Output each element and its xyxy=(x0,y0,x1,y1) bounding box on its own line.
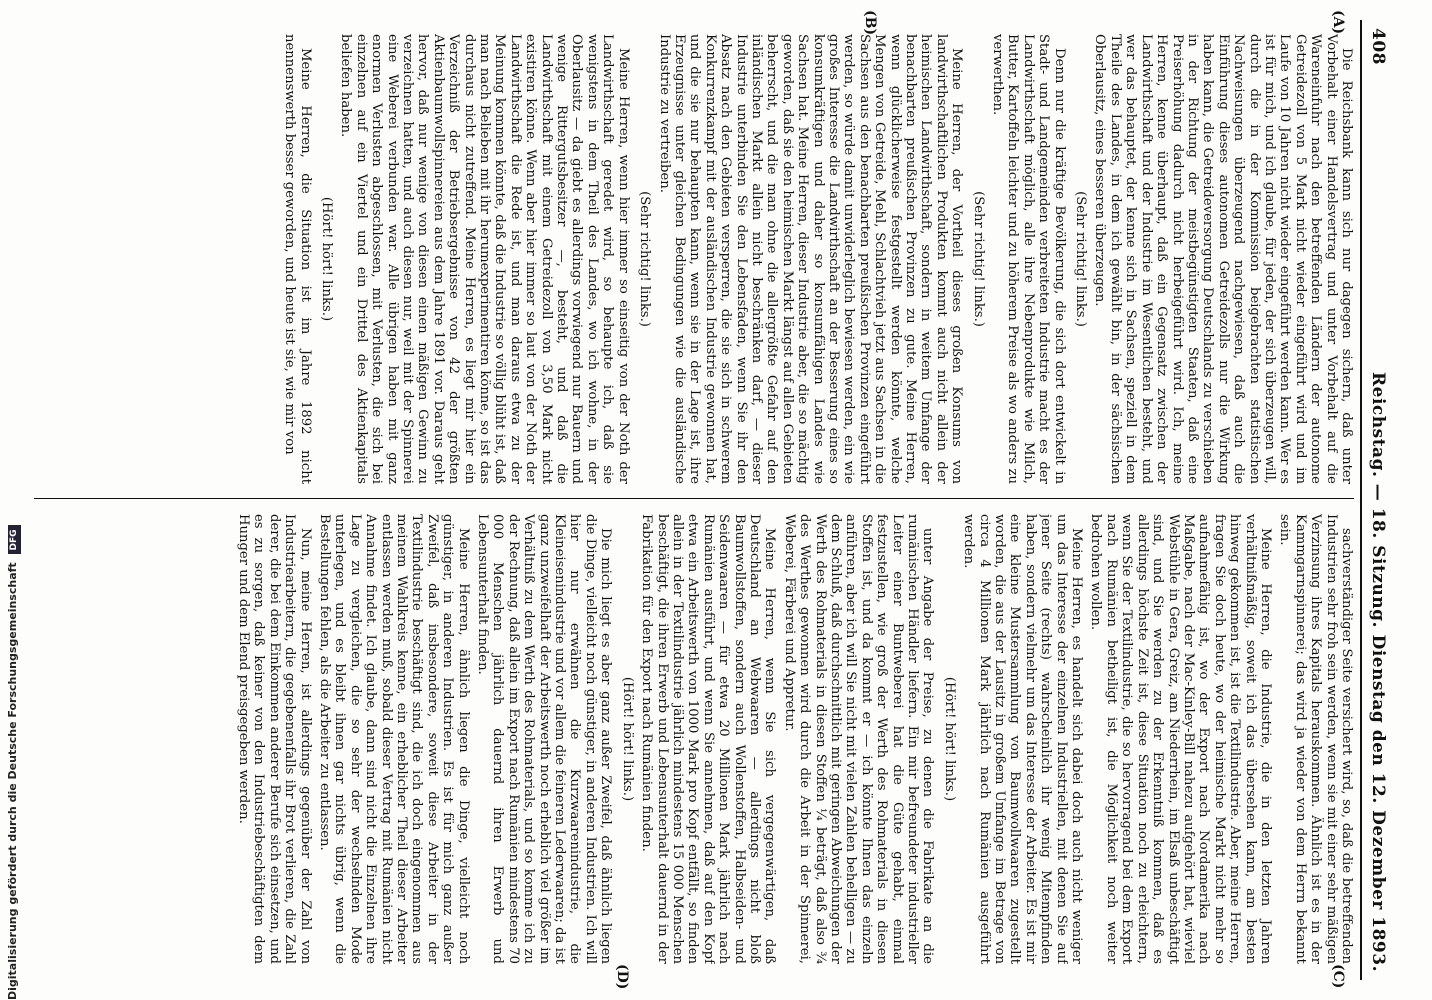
paragraph: Meine Herren, ähnlich liegen die Dinge, vielleicht noch günstiger, in anderen Industrien. Es ist für mich ganz außer Zweifel, daß insbesondere, soweit diese Arbeiter in der Textilindustrie beschäftigt sind, die ich doch eingenommen aus meinem Wahlkreis kenne, ein erheblicher Theil dieser Arbeiter entlassen werden muß, sobald dieser Vertrag mit Rumänien nicht Annahme findet. Ich glaube, dann sind nicht die Einzelnen ihre Lage zu vergleichen, die so sehr der wechselnden Mode unterlegen, und es bleibt ihnen gar nichts übrig, wenn die Bestellungen fehlen, als die Arbeiter zu entlassen. xyxy=(317,514,471,964)
margin-marker-d: (D) xyxy=(614,964,630,990)
margin-marker-b: (B) xyxy=(862,10,878,36)
interjection: (Hört! hört! links.) xyxy=(619,676,635,802)
paragraph: Meine Herren, die Situation ist im Jahre 1892 nicht nennenswerth besser geworden, und heute ist sie, wie mir von xyxy=(282,34,313,484)
digitization-credit xyxy=(6,529,20,1000)
credit-text: Digitalisierung gefördert durch die Deutsche Forschungsgemeinschaft xyxy=(6,562,19,1000)
interjection: (Sehr richtig! links.) xyxy=(1073,191,1089,327)
column-divider xyxy=(34,498,1354,499)
right-text-column xyxy=(34,514,1354,964)
paragraph: Meine Herren, der Vortheil dieses großen Konsums von landwirthschaftlichen Produkten kommt auch nicht allein der heimischen Landwirthschaft, sondern in weitem Umfange der benachbarten preußischen Provinzen zu gute. Meine Herren, wenn glücklicherweise festgestellt werden könnte, welche Mengen von Getreide, Mehl, Schlachtvieh jetzt aus Sachsen in die Sachsen aus den benachbarten preußischen Provinzen eingeführt werden, so würde damit unwiderleglich bewiesen werden, ein wie großes Interesse die Landwirthschaft an der Besserung eines so konsumkräftigen und daher so konsumfähigen Landes wie Sachsen hat. Meine Herren, dieser Industrie aber, die so mächtig geworden, daß sie den heimischen Markt längst auf allen Gebieten beherrscht, und die man ohne die allergrößte Gefahr auf den inländischen Markt allein nicht beschränken darf, — dieser Industrie unterbinden Sie den Lebensfaden, wenn Sie ihr den Absatz nach den Gebieten versperren, die sie sich in schwerem Konkurrenzkampf mit der ausländischen Industrie gewonnen hat, und die sie nur behaupten kann, wenn sie in der Lage ist, ihre Erzeugnisse unter gleichen Bedingungen wie die ausländische Industrie zu vertreiben. xyxy=(656,34,965,484)
interjection: (Sehr richtig! links.) xyxy=(970,191,986,327)
paragraph: unter Angabe der Preise, zu denen die Fabrikate an die rumänischen Händler liefern. Ein mir befreundeter industrieller Leiter einer Buntweberei hat die Güte gehabt, einmal festzustellen, wie groß der Werth des Rohmaterials in diesen Stoffen ist, und da kommt er — ich könnte Ihnen das einzeln anführen, aber ich will Sie nicht mit vielen Zahlen behelligen — zu dem Schluß, daß durchschnittlich mit geringen Abweichungen der Werth des Rohmaterials in diesen Stoffen ¼ beträgt, daß also ¾ des Werthes gewonnen wird durch die Arbeit in der Spinnerei, Weberei, Färberei und Appretur. xyxy=(781,514,936,964)
interjection: (Sehr richtig! links.) xyxy=(637,191,653,327)
paragraph: Die mich liegt es aber ganz außer Zweifel, daß ähnlich liegen die Dinge, vielleicht noch günstiger, in anderen Industrien. Ich will hier nur erwähnen die Kurzwaarenindustrie, die Kleineisenindustrie und vor allem die feineren Lederwaaren; da ist ganz unzweifelhaft der Arbeitswerth noch erheblich viel größer im Verhältniß zu dem Werth des Rohmaterials, und so komme ich zu der Rechnung, daß allein im Export nach Rumänien mindestens 70 000 Menschen jährlich dauernd ihren Erwerb und Lebensunterhalt finden. xyxy=(475,514,614,964)
page-header xyxy=(1364,20,1390,980)
header-rule xyxy=(1360,20,1362,980)
interjection: (Hört! hört! links.) xyxy=(319,196,334,322)
paragraph: Meine Herren, die Industrie, die in den letzten Jahren verhältnißmäßig, soweit ich das übersehen kann, am besten hinweg gekommen ist, ist die Textilindustrie. Aber, meine Herren, fragen Sie doch heute, wo der heimische Markt nicht mehr so aufnahmefähig ist, wo der Export nach Nordamerika nach Maßgabe, nach der Mac-Kinley-Bill nahezu aufgehört hat, wieviel Webstühle in Gera, Greiz, am Niederrhein, im Elsaß unbeschäftigt sind, und Sie werden zu der Erkenntniß kommen, daß es allerdings höchste Zeit ist, diese Situation noch zu erleichtern, wenn Sie der Textilindustrie, die so hervorragend bei dem Export nach Rumänien betheiligt ist, die Möglichkeit noch weiter bedrohen wollen. xyxy=(1088,514,1273,964)
paragraph: Meine Herren, es handelt sich dabei doch auch nicht weniger um das Interesse der einzelnen Industriellen, mit denen Sie auf jener Seite (rechts) wahrscheinlich ihr wenig Mitempfinden haben, sondern vielmehr um das Interesse der Arbeiter. Es ist mir eine kleine Mustersammlung von Baumwollwaaren zugestellt worden, die aus der Lausitz in großem Umfange im Betrage von circa 4 Millionen Mark jährlich nach Rumänien ausgeführt werden. xyxy=(961,514,1085,964)
paragraph: sachverständiger Seite versichert wird, so, daß die betreffenden Industrien sehr froh sein werden, wenn sie mit einer sehr mäßigen Verzinsung ihres Kapitals herauskommen. Ähnlich ist es in der Kammgarnspinnerei; das wird ja wieder von dem Herrn bekannt sein. xyxy=(1277,514,1354,964)
dfg-logo: DFG xyxy=(8,525,21,554)
interjection: (Hört! hört! links.) xyxy=(941,676,957,802)
session-date: Dienstag den 12. Dezember 1893. xyxy=(1368,634,1388,972)
paragraph: Meine Herren, wenn hier immer so einseitig von der Noth der Landwirthschaft geredet wird, so behaupte ich, daß sie wenigstens in dem Theil des Landes, wo ich wohne, in der Oberlausitz — da giebt es allerdings vorwiegend nur Bauern und wenige Rittergutsbesitzer —, besteht, und daß die Landwirthschaft mit einem Getreidezoll von 3,50 Mark nicht existiren könne. Wenn aber hier immer so laut von der Noth der Landwirthschaft die Rede ist, und man daraus etwa zu der Meinung kommen könnte, daß die Industrie so völlig blüht ist, daß man nach Belieben mit ihr herumexperimentiren könne, so ist das durchaus nicht zutreffend. Meine Herren, es liegt mir hier ein Verzeichniß der Betriebsergebnisse von 42 der größten Aktienbaumwollspinnereien aus dem Jahre 1891 vor. Daraus geht hervor, daß nur wenige von diesen einen mäßigen Gewinn zu verzeichnen hatten, und auch diesen nur, weil mit der Spinnerei eine Weberei verbunden war. Alle übrigen haben mit ganz enormen Verlusten abgeschlossen, mit Verlusten, die sich bei einzelnen auf ein Viertel und ein Drittel des Aktienkapitals beliefen haben. xyxy=(338,34,631,484)
session-title: Reichstag. — 18. Sitzung. xyxy=(1368,372,1388,628)
left-text-column xyxy=(34,34,1354,484)
paragraph: Nun, meine Herren, ist allerdings gegenüber der Zahl von Industriearbeitern, die gegebenenfalls ihr Brot verlieren, die Zahl derer, die bei dem Einkommen anderer Berufe sich einsetzen, und es zu sorgen, daß keiner von den Industriebeschäftigten dem Hunger und dem Elend preisgegeben werden. xyxy=(235,514,313,964)
margin-marker-c: (C) xyxy=(1330,964,1346,989)
page-number: 408 xyxy=(1368,28,1388,65)
margin-marker-a: (A) xyxy=(1330,10,1346,35)
paragraph: Meine Herren, wenn Sie sich vergegenwärtigen, daß Deutschland an Webwaaren — allerdings nicht bloß Baumwollstoffen, sondern auch Wollenstoffen, Halbseiden- und Seidenwaaren — für etwa 20 Millionen Mark jährlich nach Rumänien ausführt, und wenn Sie annehmen, daß auf den Kopf etwa ein Arbeitswerth von 1000 Mark pro Kopf entfällt, so finden allein in der Textilindustrie jährlich mindestens 15 000 Menschen beschäftigt, die ihren Erwerb und Lebensunterhalt dauernd in der Fabrikation für den Export nach Rumänien finden. xyxy=(639,514,778,964)
paragraph: Die Reichsbank kann sich nur dagegen sichern, daß unter Vorbehalt einer Handelsvertrag und unter Vorbehalt auf die Wareneinfuhr nach den betreffenden Ländern der autonome Getreidezoll von 5 Mark nicht wieder eingeführt wird und im Laufe von 10 Jahren nicht wieder eingeführt werden kann. Wer es ist für mich, und ich glaube, für jeden, der sich überzeugen will, durch die in der Kommission beigebrachten statistischen Nachweisungen überzeugend nachgewiesen, daß auch die Einführung dieses autonomen Getreidezolls nur die Wirkung haben kann, die Getreideversorgung Deutschlands zu verschieben in der Richtung der meistbegünstigten Staaten, daß eine Preiserhöhung dadurch nicht herbeigeführt wird. Ich, meine Herren, kenne überhaupt, daß ein Gegensatz zwischen der Landwirthschaft und der Industrie im Wesentlichen besteht, und wer das behauptet, der kenne sich in Sachsen, speziell in dem Theile des Landes, in dem ich gewählt bin, in der sächsischen Oberlausitz, eines besseren überzeugen. xyxy=(1092,34,1354,484)
paragraph: Denn nur die kräftige Bevölkerung, die sich dort entwickelt in Stadt- und Landgemeinden verbreiteten Industrie macht es der Landwirthschaft möglich, alle ihre Nebenprodukte wie Milch, Butter, Kartoffeln leichter und zu höherem Preise als wo anders zu verwerthen. xyxy=(990,34,1067,484)
rotated-newspaper-page xyxy=(20,10,1390,990)
